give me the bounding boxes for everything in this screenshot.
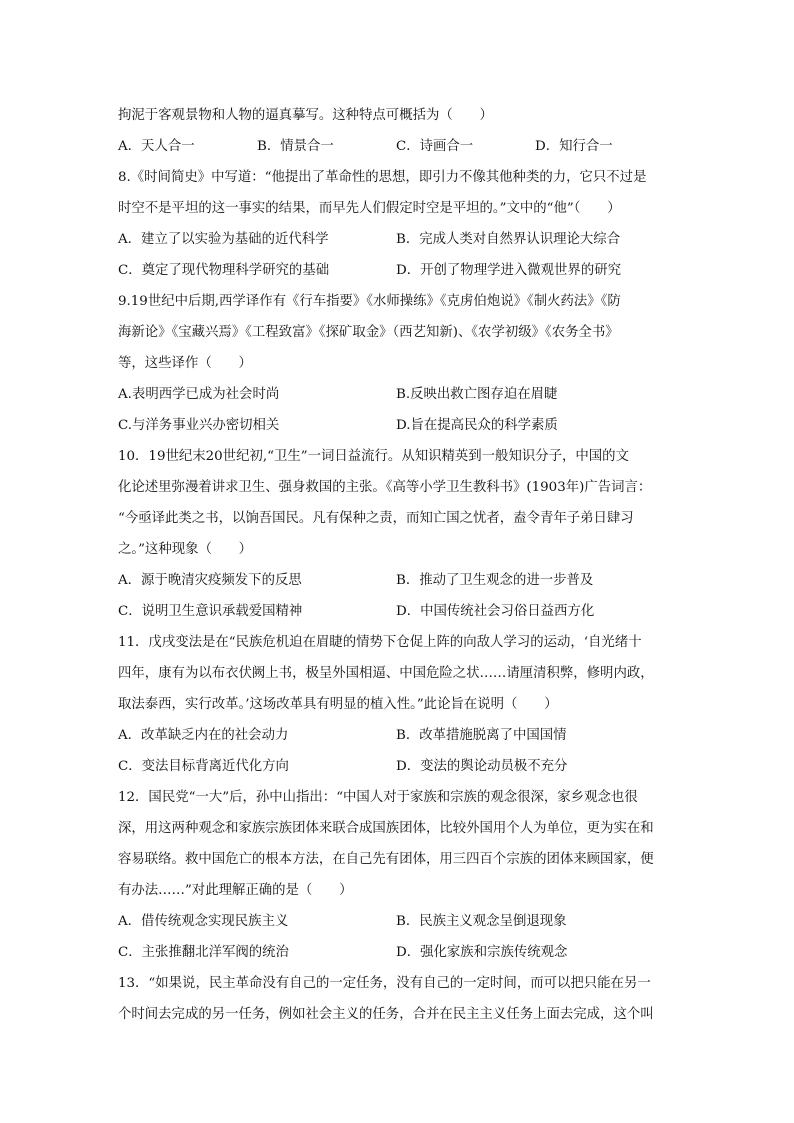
question-13-stem-line: 个时间去完成的另一任务，例如社会主义的任务，合并在民主主义任务上面去完成，这个叫	[118, 1007, 654, 1022]
question-12-stem-line: 深，用这两种观念和家族宗族团体来联合成国族团体，比较外国用个人为单位，更为实在和	[118, 821, 654, 836]
question-10-stem-line: “今亟译此类之书，以饷吾国民。凡有保种之责，而知亡国之忧者，盍令青年子弟日肆习	[118, 511, 634, 526]
question-9	[118, 286, 674, 441]
option-a[interactable]: A．源于晚清灾疫频发下的反思	[118, 573, 302, 588]
question-9-options-row	[118, 410, 674, 441]
option-a[interactable]: A．借传统观念实现民族主义	[118, 914, 289, 929]
question-9-stem-line: 等，这些译作（ ）	[118, 356, 252, 371]
option-b[interactable]: B．民族主义观念呈倒退现象	[396, 914, 567, 929]
option-c[interactable]: C．主张推翻北洋军阀的统治	[118, 945, 289, 960]
question-10-options-row	[118, 565, 674, 596]
question-8-options-row	[118, 224, 674, 255]
question-9-options-row	[118, 379, 674, 410]
option-d[interactable]: D.旨在提高民众的科学素质	[396, 418, 558, 433]
question-12-stem-line: 12．国民党“一大”后，孙中山指出：“中国人对于家族和宗族的观念很深，家乡观念也很	[118, 790, 638, 805]
option-c[interactable]: C．说明卫生意识承载爱国精神	[118, 604, 303, 619]
question-9-stem-line: 9.19世纪中后期,西学译作有《行车指要》《水师操练》《克虏伯炮说》《制火药法》《防	[118, 294, 621, 309]
question-12-options-row	[118, 906, 674, 937]
question-10-stem-line: 化论述里弥漫着讲求卫生、强身救国的主张。《高等小学卫生教科书》(1903年)广告词言：	[118, 480, 652, 495]
option-b[interactable]: B．情景合一	[257, 139, 334, 154]
question-11-stem-line: 11．戊戌变法是在“民族危机迫在眉睫的情势下仓促上阵的向敌人学习的运动，‘自光绪十	[118, 635, 642, 650]
question-12-stem-line: 有办法……”对此理解正确的是（ ）	[118, 883, 353, 898]
option-a[interactable]: A.表明西学已成为社会时尚	[118, 387, 280, 402]
question-12	[118, 782, 674, 968]
question-8-stem-line: 8.《时间简史》中写道：“他提出了革命性的思想，即引力不像其他种类的力，它只不过是	[118, 170, 647, 185]
question-10	[118, 441, 674, 627]
option-b[interactable]: B．改革措施脱离了中国国情	[396, 728, 567, 743]
option-d[interactable]: D．开创了物理学进入微观世界的研究	[396, 263, 621, 278]
question-7	[118, 100, 674, 162]
option-a[interactable]: A．天人合一	[118, 139, 195, 154]
option-c[interactable]: C．诗画合一	[396, 139, 474, 154]
question-11-options-row	[118, 720, 674, 751]
question-11-stem-line: 四年，康有为以布衣伏阙上书，极呈外国相逼、中国危险之状……请厘清积弊，修明内政，	[118, 666, 654, 681]
option-b[interactable]: B．完成人类对自然界认识理论大综合	[396, 232, 621, 247]
question-list	[118, 100, 674, 1030]
question-8-options-row	[118, 255, 674, 286]
question-13	[118, 968, 674, 1030]
option-c[interactable]: C．变法目标背离近代化方向	[118, 759, 289, 774]
question-11-stem-line: 取法泰西，实行改革。’这场改革具有明显的植入性。”此论旨在说明（ ）	[118, 697, 558, 712]
question-10-options-row	[118, 596, 674, 627]
option-d[interactable]: D．中国传统社会习俗日益西方化	[396, 604, 595, 619]
option-a[interactable]: A．改革缺乏内在的社会动力	[118, 728, 289, 743]
question-10-stem-line: 之。”这种现象（ ）	[118, 542, 253, 557]
option-b[interactable]: B．推动了卫生观念的进一步普及	[396, 573, 594, 588]
question-7-options	[118, 131, 674, 162]
option-d[interactable]: D．强化家族和宗族传统观念	[396, 945, 568, 960]
option-c[interactable]: C.与洋务事业兴办密切相关	[118, 418, 280, 433]
question-8	[118, 162, 674, 286]
question-10-stem-line: 10．19世纪末20世纪初,“卫生”一词日益流行。从知识精英到一般知识分子，中国的文	[118, 449, 629, 464]
option-a[interactable]: A．建立了以实验为基础的近代科学	[118, 232, 329, 247]
option-c[interactable]: C．奠定了现代物理科学研究的基础	[118, 263, 330, 278]
question-11-options-row	[118, 751, 674, 782]
option-d[interactable]: D．知行合一	[535, 139, 613, 154]
question-13-stem-line: 13．“如果说，民主革命没有自己的一定任务，没有自己的一定时间，而可以把只能在另一	[118, 976, 651, 991]
question-8-stem-line: 时空不是平坦的这一事实的结果，而早先人们假定时空是平坦的。”文中的“他”（ ）	[118, 201, 621, 216]
question-12-options-row	[118, 937, 674, 968]
question-11	[118, 627, 674, 782]
question-12-stem-line: 容易联络。救中国危亡的根本方法，在自己先有团体，用三四百个宗族的团体来顾国家，便	[118, 852, 654, 867]
option-d[interactable]: D．变法的舆论动员极不充分	[396, 759, 568, 774]
option-b[interactable]: B.反映出救亡图存迫在眉睫	[396, 387, 558, 402]
question-9-stem-line: 海新论》《宝藏兴焉》《工程致富》《探矿取金》（西艺知新)、《农学初级》《农务全书》	[118, 325, 619, 340]
question-7-tail: 拘泥于客观景物和人物的逼真摹写。这种特点可概括为（ ）	[118, 108, 493, 123]
